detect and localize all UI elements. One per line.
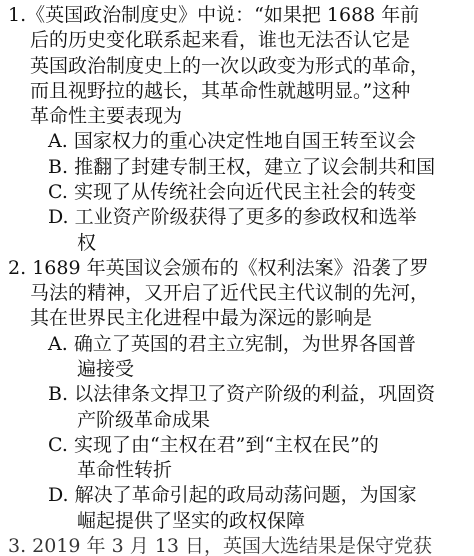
- option-letter: A.: [48, 333, 68, 355]
- question-1-stem-line: 而且视野拉的越长，其革命性就越明显。”这种: [30, 80, 411, 102]
- question-1-option-b: [48, 155, 435, 179]
- question-1-option-d: [48, 205, 417, 229]
- option-letter: B.: [48, 383, 69, 405]
- option-text: 确立了英国的君主立宪制，为世界各国普: [73, 333, 416, 355]
- question-2-option-d-continued: 崛起提供了坚实的政权保障: [77, 510, 306, 532]
- option-letter: A.: [48, 130, 68, 152]
- question-2-option-b-continued: 产阶级革命成果: [77, 409, 211, 431]
- question-2-option-c: [48, 433, 379, 457]
- question-1-number: 1.: [8, 4, 27, 26]
- option-text: 推翻了封建专制王权，建立了议会制共和国: [74, 156, 436, 178]
- option-text: 实现了从传统社会向近代民主社会的转变: [73, 181, 416, 203]
- question-2-stem-line: 其在世界民主化进程中最为深远的影响是: [30, 307, 373, 329]
- question-1-option-c: [48, 180, 416, 204]
- question-1-stem-line: 后的历史变化联系起来看，谁也无法否认它是: [30, 29, 411, 51]
- question-2-stem-line: 1689 年英国议会颁布的《权利法案》沿袭了罗: [32, 257, 429, 279]
- question-1-stem-line: 革命性主要表现为: [30, 105, 183, 127]
- question-2-line-1: [8, 256, 429, 280]
- question-2-option-a-continued: 遍接受: [77, 358, 135, 380]
- question-2-number: 2.: [8, 257, 27, 279]
- question-1-option-d-continued: 权: [77, 232, 97, 254]
- option-text: 实现了由“主权在君”到“主权在民”的: [73, 434, 379, 456]
- question-1-stem-line: 英国政治制度史上的一次以政变为形式的革命，: [30, 55, 430, 77]
- option-text: 解决了革命引起的政局动荡问题，为国家: [74, 484, 417, 506]
- option-letter: C.: [48, 434, 68, 456]
- option-letter: B.: [48, 156, 69, 178]
- question-2-stem-line: 马法的精神，又开启了近代民主代议制的先河，: [30, 282, 430, 304]
- option-letter: D.: [48, 484, 69, 506]
- option-letter: D.: [48, 206, 69, 228]
- question-3-cutoff-line: 3. 2019 年 3 月 13 日，英国大选结果是保守党获: [8, 535, 432, 556]
- question-2-option-a: [48, 332, 416, 356]
- option-text: 国家权力的重心决定性地自国王转至议会: [73, 130, 416, 152]
- question-1-line-1: [8, 3, 419, 27]
- question-1-stem-line: 《英国政治制度史》中说：“如果把 1688 年前: [26, 4, 420, 26]
- question-1-option-a: [48, 129, 416, 153]
- option-letter: C.: [48, 181, 68, 203]
- option-text: 以法律条文捍卫了资产阶级的利益，巩固资: [74, 383, 436, 405]
- question-2-option-c-continued: 革命性转折: [77, 459, 173, 481]
- question-2-option-b: [48, 382, 435, 406]
- option-text: 工业资产阶级获得了更多的参政权和选举: [74, 206, 417, 228]
- question-2-option-d: [48, 483, 417, 507]
